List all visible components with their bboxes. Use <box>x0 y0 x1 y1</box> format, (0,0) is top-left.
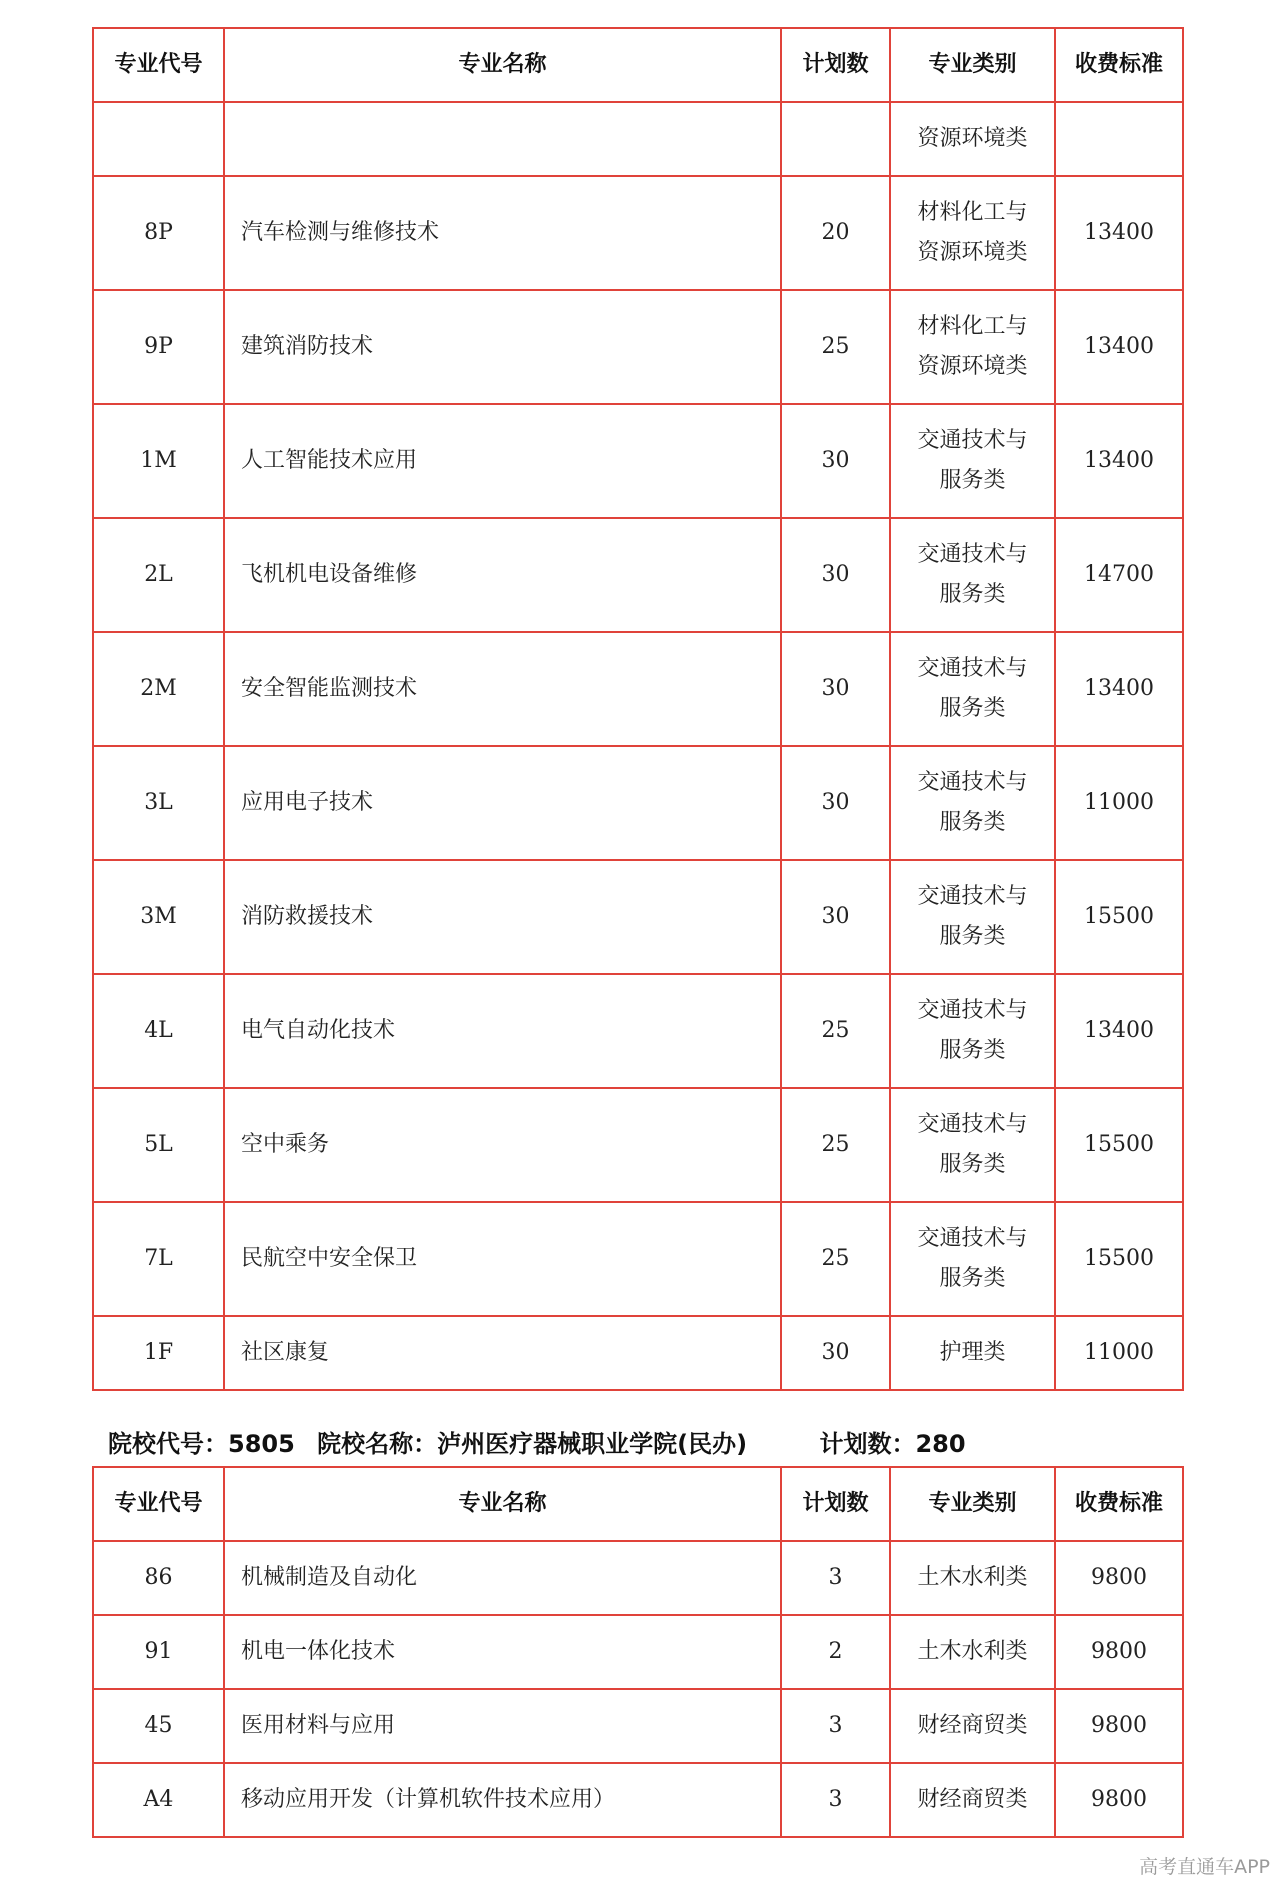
code-cell: 86 <box>93 1541 224 1615</box>
fee-cell: 9800 <box>1055 1615 1183 1689</box>
fee-cell: 11000 <box>1055 746 1183 860</box>
fee-cell: 15500 <box>1055 1088 1183 1202</box>
code-cell: 9P <box>93 290 224 404</box>
header-plan: 计划数 <box>781 28 890 102</box>
header-fee: 收费标准 <box>1055 1467 1183 1541</box>
header-plan: 计划数 <box>781 1467 890 1541</box>
code-cell: 2M <box>93 632 224 746</box>
code-cell: 5L <box>93 1088 224 1202</box>
watermark-label: 高考直通车APP <box>1139 1856 1270 1878</box>
name-cell: 空中乘务 <box>224 1088 781 1202</box>
table-row <box>93 290 1183 404</box>
category-line-1: 交通技术与 <box>917 428 1028 453</box>
code-cell: 91 <box>93 1615 224 1689</box>
table-row <box>93 176 1183 290</box>
code-cell: 4L <box>93 974 224 1088</box>
name-cell: 建筑消防技术 <box>224 290 781 404</box>
enrollment-plan-table-5805 <box>92 1466 1184 1838</box>
category-cell <box>890 974 1055 1088</box>
table-row <box>93 746 1183 860</box>
table-row-continuation <box>93 102 1183 176</box>
plan-cell: 25 <box>781 1088 890 1202</box>
category-cell: 财经商贸类 <box>890 1763 1055 1837</box>
plan-cell: 30 <box>781 518 890 632</box>
name-cell: 应用电子技术 <box>224 746 781 860</box>
fee-cell: 14700 <box>1055 518 1183 632</box>
category-line-2: 服务类 <box>939 696 1006 721</box>
table-row <box>93 860 1183 974</box>
plan-cell: 25 <box>781 974 890 1088</box>
fee-cell: 11000 <box>1055 1316 1183 1390</box>
fee-cell: 15500 <box>1055 1202 1183 1316</box>
name-cell: 机械制造及自动化 <box>224 1541 781 1615</box>
header-category: 专业类别 <box>890 1467 1055 1541</box>
category-line-2: 资源环境类 <box>917 240 1028 265</box>
table-header-row <box>93 28 1183 102</box>
fee-cell: 13400 <box>1055 632 1183 746</box>
code-cell: 1F <box>93 1316 224 1390</box>
category-cell: 财经商贸类 <box>890 1689 1055 1763</box>
fee-cell: 9800 <box>1055 1763 1183 1837</box>
table-row <box>93 1541 1183 1615</box>
name-cell: 机电一体化技术 <box>224 1615 781 1689</box>
code-cell: 2L <box>93 518 224 632</box>
fee-cell: 15500 <box>1055 860 1183 974</box>
table-row <box>93 518 1183 632</box>
plan-cell: 30 <box>781 404 890 518</box>
header-name: 专业名称 <box>224 28 781 102</box>
name-cell: 飞机机电设备维修 <box>224 518 781 632</box>
school-info-line <box>108 1424 966 1459</box>
category-line-1: 交通技术与 <box>917 770 1028 795</box>
code-cell: 1M <box>93 404 224 518</box>
plan-cell: 25 <box>781 1202 890 1316</box>
category-line-2: 服务类 <box>939 1038 1006 1063</box>
name-cell: 移动应用开发（计算机软件技术应用） <box>224 1763 781 1837</box>
fee-cell: 13400 <box>1055 974 1183 1088</box>
category-line-2: 服务类 <box>939 810 1006 835</box>
name-cell: 消防救援技术 <box>224 860 781 974</box>
category-line-2: 服务类 <box>939 1152 1006 1177</box>
category-cell <box>890 518 1055 632</box>
fee-cell: 9800 <box>1055 1541 1183 1615</box>
table-row <box>93 1316 1183 1390</box>
name-cell: 汽车检测与维修技术 <box>224 176 781 290</box>
category-line-1: 交通技术与 <box>917 884 1028 909</box>
category-cell <box>890 176 1055 290</box>
school-plan-total: 计划数：280 <box>819 1430 966 1458</box>
category-line-1: 交通技术与 <box>917 542 1028 567</box>
plan-cell: 3 <box>781 1689 890 1763</box>
school-name: 院校名称：泸州医疗器械职业学院(民办) <box>317 1430 748 1458</box>
plan-cell: 3 <box>781 1541 890 1615</box>
category-line-1: 交通技术与 <box>917 656 1028 681</box>
category-line-1: 材料化工与 <box>917 200 1028 225</box>
category-cell: 土木水利类 <box>890 1615 1055 1689</box>
name-cell: 电气自动化技术 <box>224 974 781 1088</box>
category-line-2: 服务类 <box>939 468 1006 493</box>
name-cell: 医用材料与应用 <box>224 1689 781 1763</box>
category-cell: 护理类 <box>890 1316 1055 1390</box>
code-cell: 45 <box>93 1689 224 1763</box>
category-cell <box>890 404 1055 518</box>
name-cell: 人工智能技术应用 <box>224 404 781 518</box>
category-cell <box>890 746 1055 860</box>
code-cell: A4 <box>93 1763 224 1837</box>
header-name: 专业名称 <box>224 1467 781 1541</box>
table-row <box>93 1615 1183 1689</box>
header-fee: 收费标准 <box>1055 28 1183 102</box>
plan-cell: 25 <box>781 290 890 404</box>
category-cell <box>890 860 1055 974</box>
table-row <box>93 1689 1183 1763</box>
plan-cell: 2 <box>781 1615 890 1689</box>
category-line-1: 交通技术与 <box>917 1112 1028 1137</box>
name-cell: 社区康复 <box>224 1316 781 1390</box>
category-cell <box>890 1088 1055 1202</box>
table-row <box>93 404 1183 518</box>
fee-cell: 13400 <box>1055 176 1183 290</box>
plan-cell: 30 <box>781 860 890 974</box>
plan-cell: 30 <box>781 746 890 860</box>
category-line-2: 服务类 <box>939 1266 1006 1291</box>
header-code: 专业代号 <box>93 28 224 102</box>
fee-cell: 9800 <box>1055 1689 1183 1763</box>
category-line-1: 材料化工与 <box>917 314 1028 339</box>
category-cell: 资源环境类 <box>890 102 1055 176</box>
fee-cell: 13400 <box>1055 290 1183 404</box>
fee-cell: 13400 <box>1055 404 1183 518</box>
name-cell: 安全智能监测技术 <box>224 632 781 746</box>
category-cell: 土木水利类 <box>890 1541 1055 1615</box>
plan-cell: 30 <box>781 1316 890 1390</box>
table-row <box>93 1202 1183 1316</box>
category-cell <box>890 632 1055 746</box>
code-cell: 3M <box>93 860 224 974</box>
category-line-2: 服务类 <box>939 924 1006 949</box>
plan-cell: 20 <box>781 176 890 290</box>
plan-cell: 3 <box>781 1763 890 1837</box>
table-row <box>93 632 1183 746</box>
category-line-2: 资源环境类 <box>917 354 1028 379</box>
category-line-2: 服务类 <box>939 582 1006 607</box>
category-cell <box>890 1202 1055 1316</box>
category-line-1: 交通技术与 <box>917 1226 1028 1251</box>
table-header-row <box>93 1467 1183 1541</box>
table-row <box>93 1088 1183 1202</box>
table-row <box>93 1763 1183 1837</box>
plan-cell: 30 <box>781 632 890 746</box>
name-cell: 民航空中安全保卫 <box>224 1202 781 1316</box>
code-cell: 3L <box>93 746 224 860</box>
enrollment-plan-table-continued <box>92 27 1184 1391</box>
header-category: 专业类别 <box>890 28 1055 102</box>
table-row <box>93 974 1183 1088</box>
category-line-1: 交通技术与 <box>917 998 1028 1023</box>
code-cell: 8P <box>93 176 224 290</box>
category-cell <box>890 290 1055 404</box>
code-cell: 7L <box>93 1202 224 1316</box>
school-code: 院校代号：5805 <box>108 1430 295 1458</box>
header-code: 专业代号 <box>93 1467 224 1541</box>
